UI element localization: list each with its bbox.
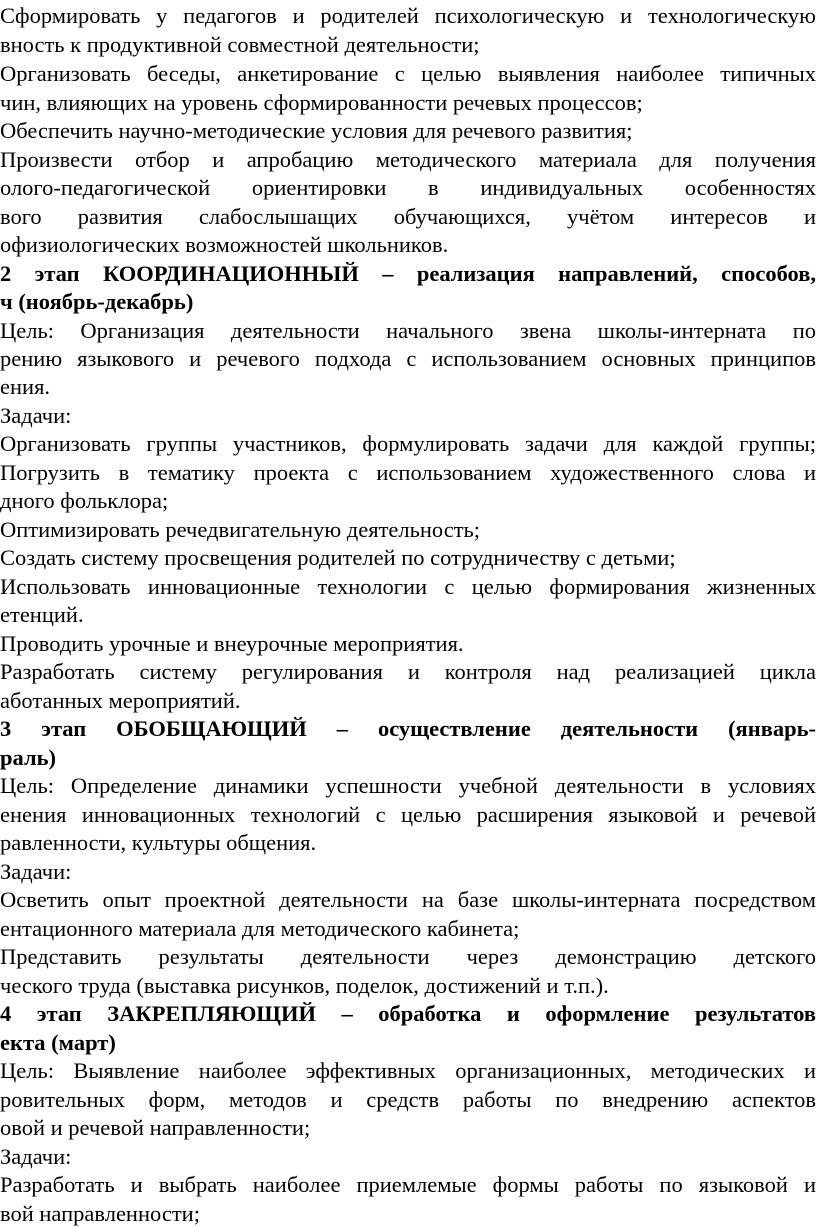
- text-line: Использовать инновационные технологии с целью формирования жизненных: [0, 574, 816, 599]
- text-line: Разработать и выбрать наиболее приемлемые формы работы по языковой и: [0, 1172, 816, 1197]
- text-line: Представить результаты деятельности через демонстрацию детского: [0, 944, 816, 969]
- text-line: Осветить опыт проектной деятельности на базе школы-интерната посредством: [0, 887, 816, 912]
- text-line: Цель: Организация деятельности начального звена школы-интерната по: [0, 318, 816, 343]
- text-line: Организовать группы участников, формулировать задачи для каждой группы;: [0, 431, 816, 456]
- stage-heading-line: 4 этап ЗАКРЕПЛЯЮЩИЙ – обработка и оформление результатов: [0, 1001, 816, 1026]
- text-line: аботанных мероприятий.: [0, 688, 241, 713]
- text-line: Создать систему просвещения родителей по сотрудничеству с детьми;: [0, 545, 676, 570]
- text-line: енения инновационных технологий с целью расширения языковой и речевой: [0, 802, 816, 827]
- stage-heading-line: ч (ноябрь-декабрь): [0, 289, 194, 314]
- text-line: вой направленности;: [0, 1201, 200, 1226]
- text-line: чин, влияющих на уровень сформированности речевых процессов;: [0, 90, 643, 115]
- text-line: Цель: Выявление наиболее эффективных организационных, методических и: [0, 1058, 816, 1083]
- text-line: Цель: Определение динамики успешности учебной деятельности в условиях: [0, 773, 816, 798]
- text-line: Задачи:: [0, 403, 72, 428]
- text-line: ения.: [0, 374, 51, 399]
- text-line: Проводить урочные и внеурочные мероприятия.: [0, 631, 464, 656]
- text-line: Погрузить в тематику проекта с использованием художественного слова и: [0, 460, 816, 485]
- text-line: Оптимизировать речедвигательную деятельность;: [0, 517, 481, 542]
- text-line: Задачи:: [0, 1144, 72, 1169]
- text-line: олого-педагогической ориентировки в индивидуальных особенностях: [0, 175, 816, 200]
- text-line: дного фольклора;: [0, 488, 169, 513]
- text-line: Произвести отбор и апробацию методического материала для получения: [0, 147, 816, 172]
- text-line: Разработать систему регулирования и контроля над реализацией цикла: [0, 659, 816, 684]
- text-line: ентационного материала для методического кабинета;: [0, 916, 520, 941]
- text-line: ровительных форм, методов и средств работы по внедрению аспектов: [0, 1087, 816, 1112]
- text-line: рению языкового и речевого подхода с использованием основных принципов: [0, 346, 816, 371]
- stage-heading-line: 2 этап КООРДИНАЦИОННЫЙ – реализация направлений, способов,: [0, 261, 816, 286]
- text-line: офизиологических возможностей школьников.: [0, 232, 449, 257]
- text-line: Сформировать у педагогов и родителей психологическую и технологическую: [0, 3, 816, 28]
- text-line: овой и речевой направленности;: [0, 1115, 311, 1140]
- text-line: вность к продуктивной совместной деятельности;: [0, 32, 480, 57]
- stage-heading-line: екта (март): [0, 1030, 116, 1055]
- text-line: вого развития слабослышащих обучающихся, учётом интересов и: [0, 204, 816, 229]
- text-line: равленности, культуры общения.: [0, 830, 317, 855]
- stage-heading-line: раль): [0, 745, 56, 770]
- text-line: Обеспечить научно-методические условия для речевого развития;: [0, 118, 633, 143]
- text-line: Задачи:: [0, 859, 72, 884]
- text-line: Организовать беседы, анкетирование с целью выявления наиболее типичных: [0, 61, 816, 86]
- text-line: етенций.: [0, 602, 84, 627]
- text-line: ческого труда (выставка рисунков, поделок, достижений и т.п.).: [0, 973, 609, 998]
- stage-heading-line: 3 этап ОБОБЩАЮЩИЙ – осуществление деятельности (январь-: [0, 716, 816, 741]
